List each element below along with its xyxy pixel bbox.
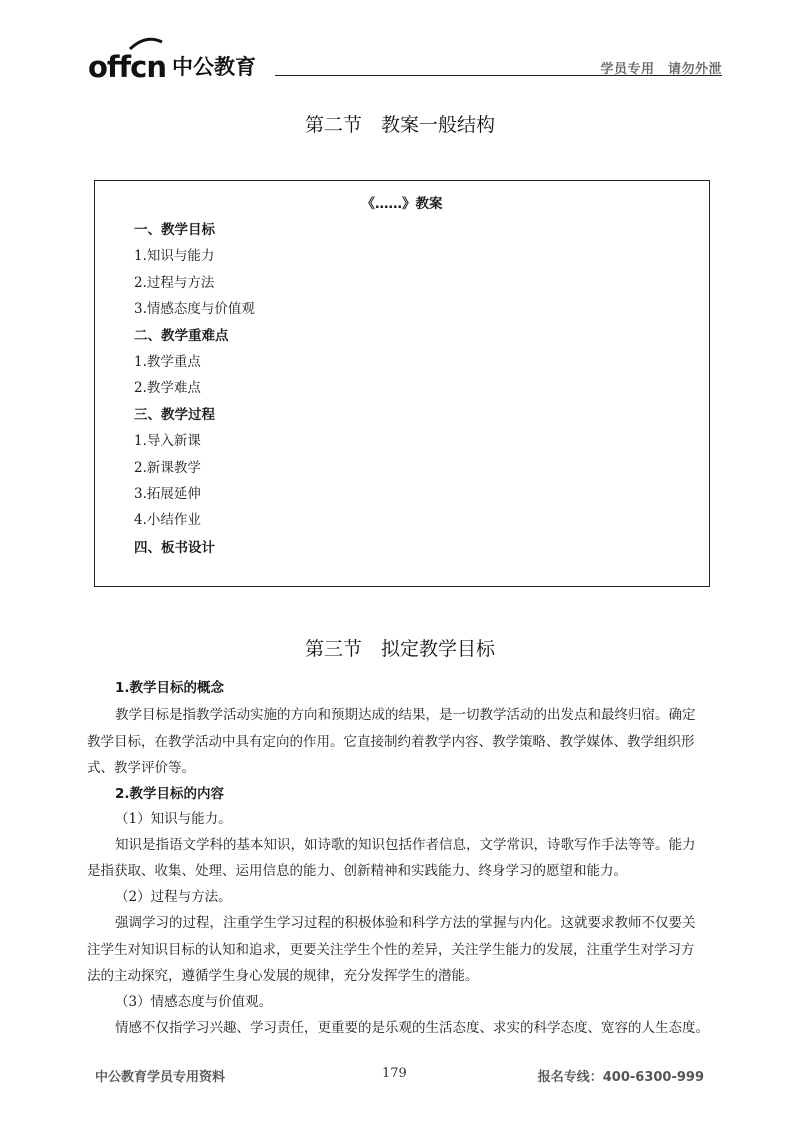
paragraph-line: 强调学习的过程，注重学生学习过程的积极体验和科学方法的掌握与内化。这就要求教师不仅要关 (115, 915, 696, 931)
outline-item: 3.拓展延伸 (134, 486, 201, 502)
paragraph-line: （1）知识与能力。 (115, 811, 232, 827)
paragraph-line: 式、教学评价等。 (87, 760, 195, 776)
footer-hotline: 报名专线：400-6300-999 (537, 1070, 704, 1085)
page-footer (0, 1066, 800, 1090)
paragraph-line: 情感不仅指学习兴趣、学习责任，更重要的是乐观的生活态度、求实的科学态度、宽容的人生态度。 (115, 1020, 709, 1036)
logo-arc-icon (128, 36, 164, 50)
subheading: 1.教学目标的概念 (115, 680, 225, 696)
footer-left-text: 中公教育学员专用资料 (95, 1070, 226, 1085)
offcn-logo (88, 46, 256, 82)
subheading: 2.教学目标的内容 (115, 786, 225, 802)
paragraph-line: 法的主动探究，遵循学生身心发展的规律，充分发挥学生的潜能。 (87, 968, 479, 984)
outline-item: 2.新课教学 (134, 460, 201, 476)
outline-item: 2.教学难点 (134, 380, 201, 396)
outline-item: 2.过程与方法 (134, 275, 215, 291)
page-number: 179 (382, 1066, 407, 1081)
box-title: 《……》教案 (361, 196, 443, 212)
paragraph-line: （2）过程与方法。 (115, 889, 232, 905)
outline-item: 4.小结作业 (134, 512, 201, 528)
outline-item: 3.情感态度与价值观 (134, 301, 255, 317)
lesson-plan-template-box (94, 180, 710, 587)
logo-text-en: offcn (88, 50, 166, 84)
paragraph-line: 注学生对知识目标的认知和追求，更要关注学生个性的差异，关注学生能力的发展，注重学生对学习方 (87, 942, 695, 958)
outline-item: 1.知识与能力 (134, 248, 215, 264)
paragraph-line: 是指获取、收集、处理、运用信息的能力、创新精神和实践能力、终身学习的愿望和能力。 (87, 863, 627, 879)
paragraph-line: 教学目标是指教学活动实施的方向和预期达成的结果，是一切教学活动的出发点和最终归宿。确定 (115, 707, 696, 723)
outline-heading: 一、教学目标 (134, 222, 215, 238)
outline-heading: 二、教学重难点 (134, 328, 229, 344)
outline-heading: 四、板书设计 (134, 540, 215, 556)
paragraph-line: （3）情感态度与价值观。 (115, 994, 273, 1010)
section2-title: 第二节 教案一般结构 (304, 114, 495, 136)
paragraph-line: 教学目标，在教学活动中具有定向的作用。它直接制约着教学内容、教学策略、教学媒体、教学组织形 (87, 734, 695, 750)
outline-heading: 三、教学过程 (134, 407, 215, 423)
logo-text-cn: 中公教育 (172, 55, 256, 79)
header-note: 学员专用 请勿外泄 (600, 62, 722, 77)
outline-item: 1.导入新课 (134, 433, 201, 449)
page-header (88, 46, 722, 82)
outline-item: 1.教学重点 (134, 354, 201, 370)
section3-title: 第三节 拟定教学目标 (304, 638, 495, 660)
paragraph-line: 知识是指语文学科的基本知识，如诗歌的知识包括作者信息，文学常识，诗歌写作手法等等。能力 (115, 837, 696, 853)
